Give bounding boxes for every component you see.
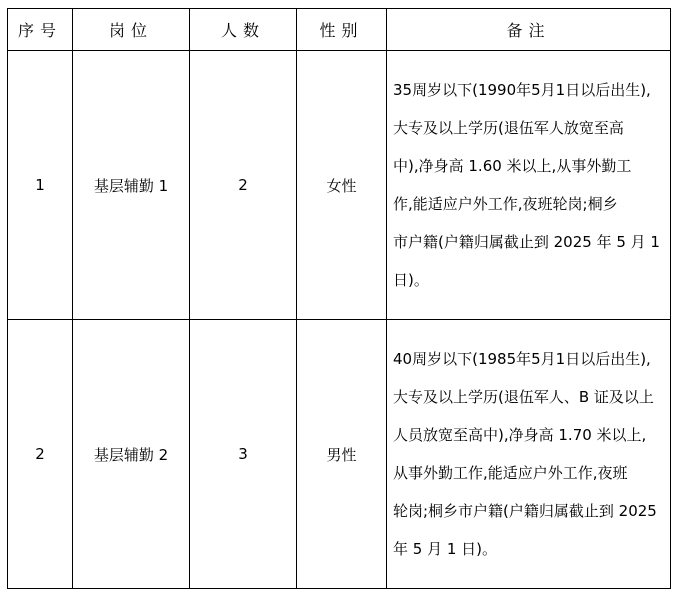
table-row bbox=[8, 51, 671, 320]
cell-post: 基层辅勤 1 bbox=[73, 51, 190, 320]
remark-line: 35周岁以下(1990年5月1日以后出生), bbox=[393, 81, 651, 99]
cell-remark bbox=[387, 51, 671, 320]
remark-line: 年 5 月 1 日)。 bbox=[393, 540, 498, 558]
header-no: 序号 bbox=[8, 9, 73, 51]
cell-count: 3 bbox=[190, 320, 297, 589]
remark-line: 大专及以上学历(退伍军人、B 证及以上 bbox=[393, 388, 654, 406]
cell-gender: 男性 bbox=[297, 320, 387, 589]
remark-line: 日)。 bbox=[393, 271, 429, 289]
cell-gender: 女性 bbox=[297, 51, 387, 320]
remark-line: 大专及以上学历(退伍军人放宽至高 bbox=[393, 119, 624, 137]
cell-no: 2 bbox=[8, 320, 73, 589]
remark-line: 市户籍(户籍归属截止到 2025 年 5 月 1 bbox=[393, 233, 660, 251]
header-gender: 性别 bbox=[297, 9, 387, 51]
table-row bbox=[8, 320, 671, 589]
remark-line: 作,能适应户外工作,夜班轮岗;桐乡 bbox=[393, 195, 618, 213]
remark-line: 40周岁以下(1985年5月1日以后出生), bbox=[393, 350, 651, 368]
header-post: 岗位 bbox=[73, 9, 190, 51]
remark-line: 从事外勤工作,能适应户外工作,夜班 bbox=[393, 464, 628, 482]
header-row bbox=[8, 9, 671, 51]
remark-line: 轮岗;桐乡市户籍(户籍归属截止到 2025 bbox=[393, 502, 657, 520]
header-count: 人数 bbox=[190, 9, 297, 51]
cell-post: 基层辅勤 2 bbox=[73, 320, 190, 589]
cell-count: 2 bbox=[190, 51, 297, 320]
header-remark: 备注 bbox=[387, 9, 671, 51]
cell-remark bbox=[387, 320, 671, 589]
cell-no: 1 bbox=[8, 51, 73, 320]
remark-line: 人员放宽至高中),净身高 1.70 米以上, bbox=[393, 426, 647, 444]
recruitment-table bbox=[7, 8, 671, 589]
remark-line: 中),净身高 1.60 米以上,从事外勤工 bbox=[393, 157, 632, 175]
